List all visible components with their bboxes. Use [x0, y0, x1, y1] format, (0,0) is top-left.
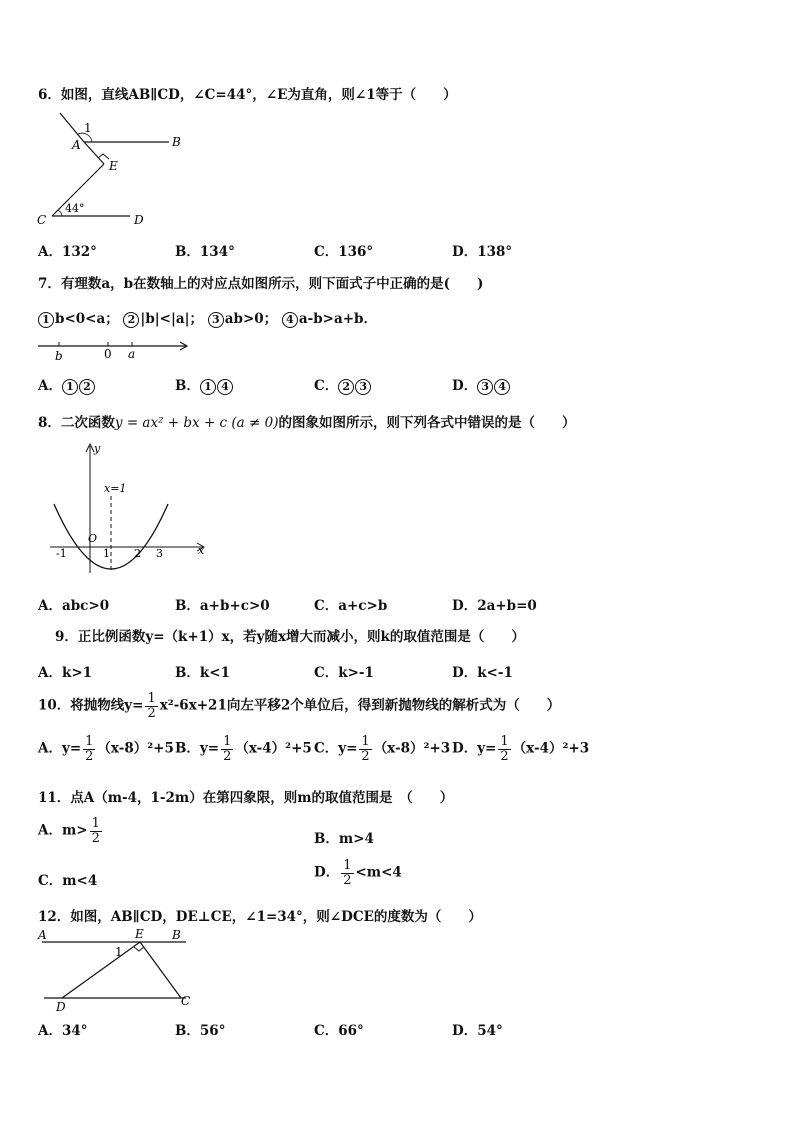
q8-option-b[interactable]: B．a+b+c>0 [175, 598, 270, 614]
label-E: E [109, 159, 118, 173]
q10-option-c[interactable]: C．y= $\frac{1}{2}$ （x-8）²+3 [314, 734, 451, 764]
q8-option-d[interactable]: D．2a+b=0 [452, 598, 537, 614]
tick-2: 2 [134, 547, 141, 560]
parabola-figure [48, 438, 213, 578]
circle-number: 2 [123, 312, 139, 328]
question-9-stem: 9．正比例函数y=（k+1）x，若y随x增大而减小，则k的取值范围是（ ） [55, 629, 525, 645]
tick-1: 1 [103, 547, 110, 560]
q7-option-b[interactable]: B． 1 4 [175, 374, 234, 395]
label-A: A [38, 928, 47, 942]
q9-option-c[interactable]: C．k>-1 [314, 665, 374, 681]
q11-option-b[interactable]: B．m>4 [314, 831, 374, 847]
label-B: B [172, 928, 181, 942]
q8-option-c[interactable]: C．a+c>b [314, 598, 388, 614]
q12-option-a[interactable]: A．34° [38, 1023, 88, 1039]
q12-option-d[interactable]: D．54° [452, 1023, 503, 1039]
symmetry-axis-label: x=1 [104, 482, 127, 495]
quadratic-formula: y = ax² + bx + c (a ≠ 0) [114, 415, 279, 431]
label-1: 1 [84, 121, 92, 135]
q6-option-d[interactable]: D．138° [452, 244, 513, 260]
q7-option-a[interactable]: A． 1 2 [38, 374, 96, 395]
number-line-zero: 0 [104, 347, 112, 361]
number-line-b: b [55, 349, 63, 363]
q11-option-c[interactable]: C．m<4 [38, 873, 98, 889]
q9-option-d[interactable]: D．k<-1 [452, 665, 513, 681]
label-C: C [181, 994, 191, 1008]
q9-option-a[interactable]: A．k>1 [38, 665, 93, 681]
q10-option-b[interactable]: B．y= $\frac{1}{2}$ （x-4）²+5 [175, 734, 312, 764]
q6-option-c[interactable]: C．136° [314, 244, 374, 260]
circle-number: 4 [282, 312, 298, 328]
label-C: C [37, 213, 47, 227]
question-12-figure [36, 926, 201, 1011]
q6-option-b[interactable]: B．134° [175, 244, 235, 260]
question-12-stem: 12．如图，AB∥CD，DE⊥CE，∠1=34°，则∠DCE的度数为（ ） [38, 909, 482, 925]
q7-option-c[interactable]: C． 2 3 [314, 374, 372, 395]
q11-option-d[interactable]: D． $\frac{1}{2}$ <m<4 [314, 858, 402, 888]
tick-minus-1: -1 [56, 547, 67, 560]
x-axis-label: x [198, 544, 205, 557]
q12-option-b[interactable]: B．56° [175, 1023, 226, 1039]
q12-option-c[interactable]: C．66° [314, 1023, 364, 1039]
number-line-a: a [128, 347, 136, 361]
label-B: B [172, 135, 181, 149]
q10-option-a[interactable]: A．y= $\frac{1}{2}$ （x-8）²+5 [38, 734, 174, 764]
tick-3: 3 [156, 547, 163, 560]
question-7-statements: 1 b<0<a； 2 |b|<|a|； 3 ab>0； 4 a-b>a+b． [38, 307, 377, 328]
circle-number: 1 [38, 312, 54, 328]
fraction-half: $\frac{1}{2}$ [147, 691, 156, 721]
y-axis-label: y [94, 442, 101, 455]
q7-option-d[interactable]: D． 3 4 [452, 374, 511, 395]
label-D: D [134, 213, 144, 227]
question-6-stem: 6．如图，直线AB∥CD，∠C=44°，∠E为直角，则∠1等于（ ） [38, 87, 457, 103]
label-E: E [135, 927, 144, 941]
label-angle-44: 44° [65, 202, 85, 215]
question-7-stem: 7．有理数a，b在数轴上的对应点如图所示，则下面式子中正确的是( ) [38, 276, 484, 292]
circle-number: 3 [208, 312, 224, 328]
number-line-figure [36, 336, 196, 366]
q8-option-a[interactable]: A．abc>0 [38, 598, 110, 614]
question-11-stem: 11．点A（m-4，1-2m）在第四象限，则m的取值范围是 （ ） [38, 790, 454, 806]
question-8-stem: 8．二次函数y = ax² + bx + c (a ≠ 0)的图象如图所示，则下列各式中错误的是（ ） [38, 415, 576, 431]
q6-option-a[interactable]: A．132° [38, 244, 97, 260]
origin-label: O [88, 532, 98, 545]
label-D: D [56, 1000, 66, 1011]
q10-option-d[interactable]: D．y= $\frac{1}{2}$ （x-4）²+3 [452, 734, 590, 764]
q9-option-b[interactable]: B．k<1 [175, 665, 230, 681]
label-A: A [72, 138, 81, 152]
label-1: 1 [115, 945, 123, 959]
question-6-figure [34, 110, 194, 230]
q11-option-a[interactable]: A．m> $\frac{1}{2}$ [38, 816, 100, 846]
question-10-stem: 10．将抛物线y= $\frac{1}{2}$ x²-6x+21向左平移2个单位后，得到新抛物线的解析式为（ ） [38, 691, 561, 721]
